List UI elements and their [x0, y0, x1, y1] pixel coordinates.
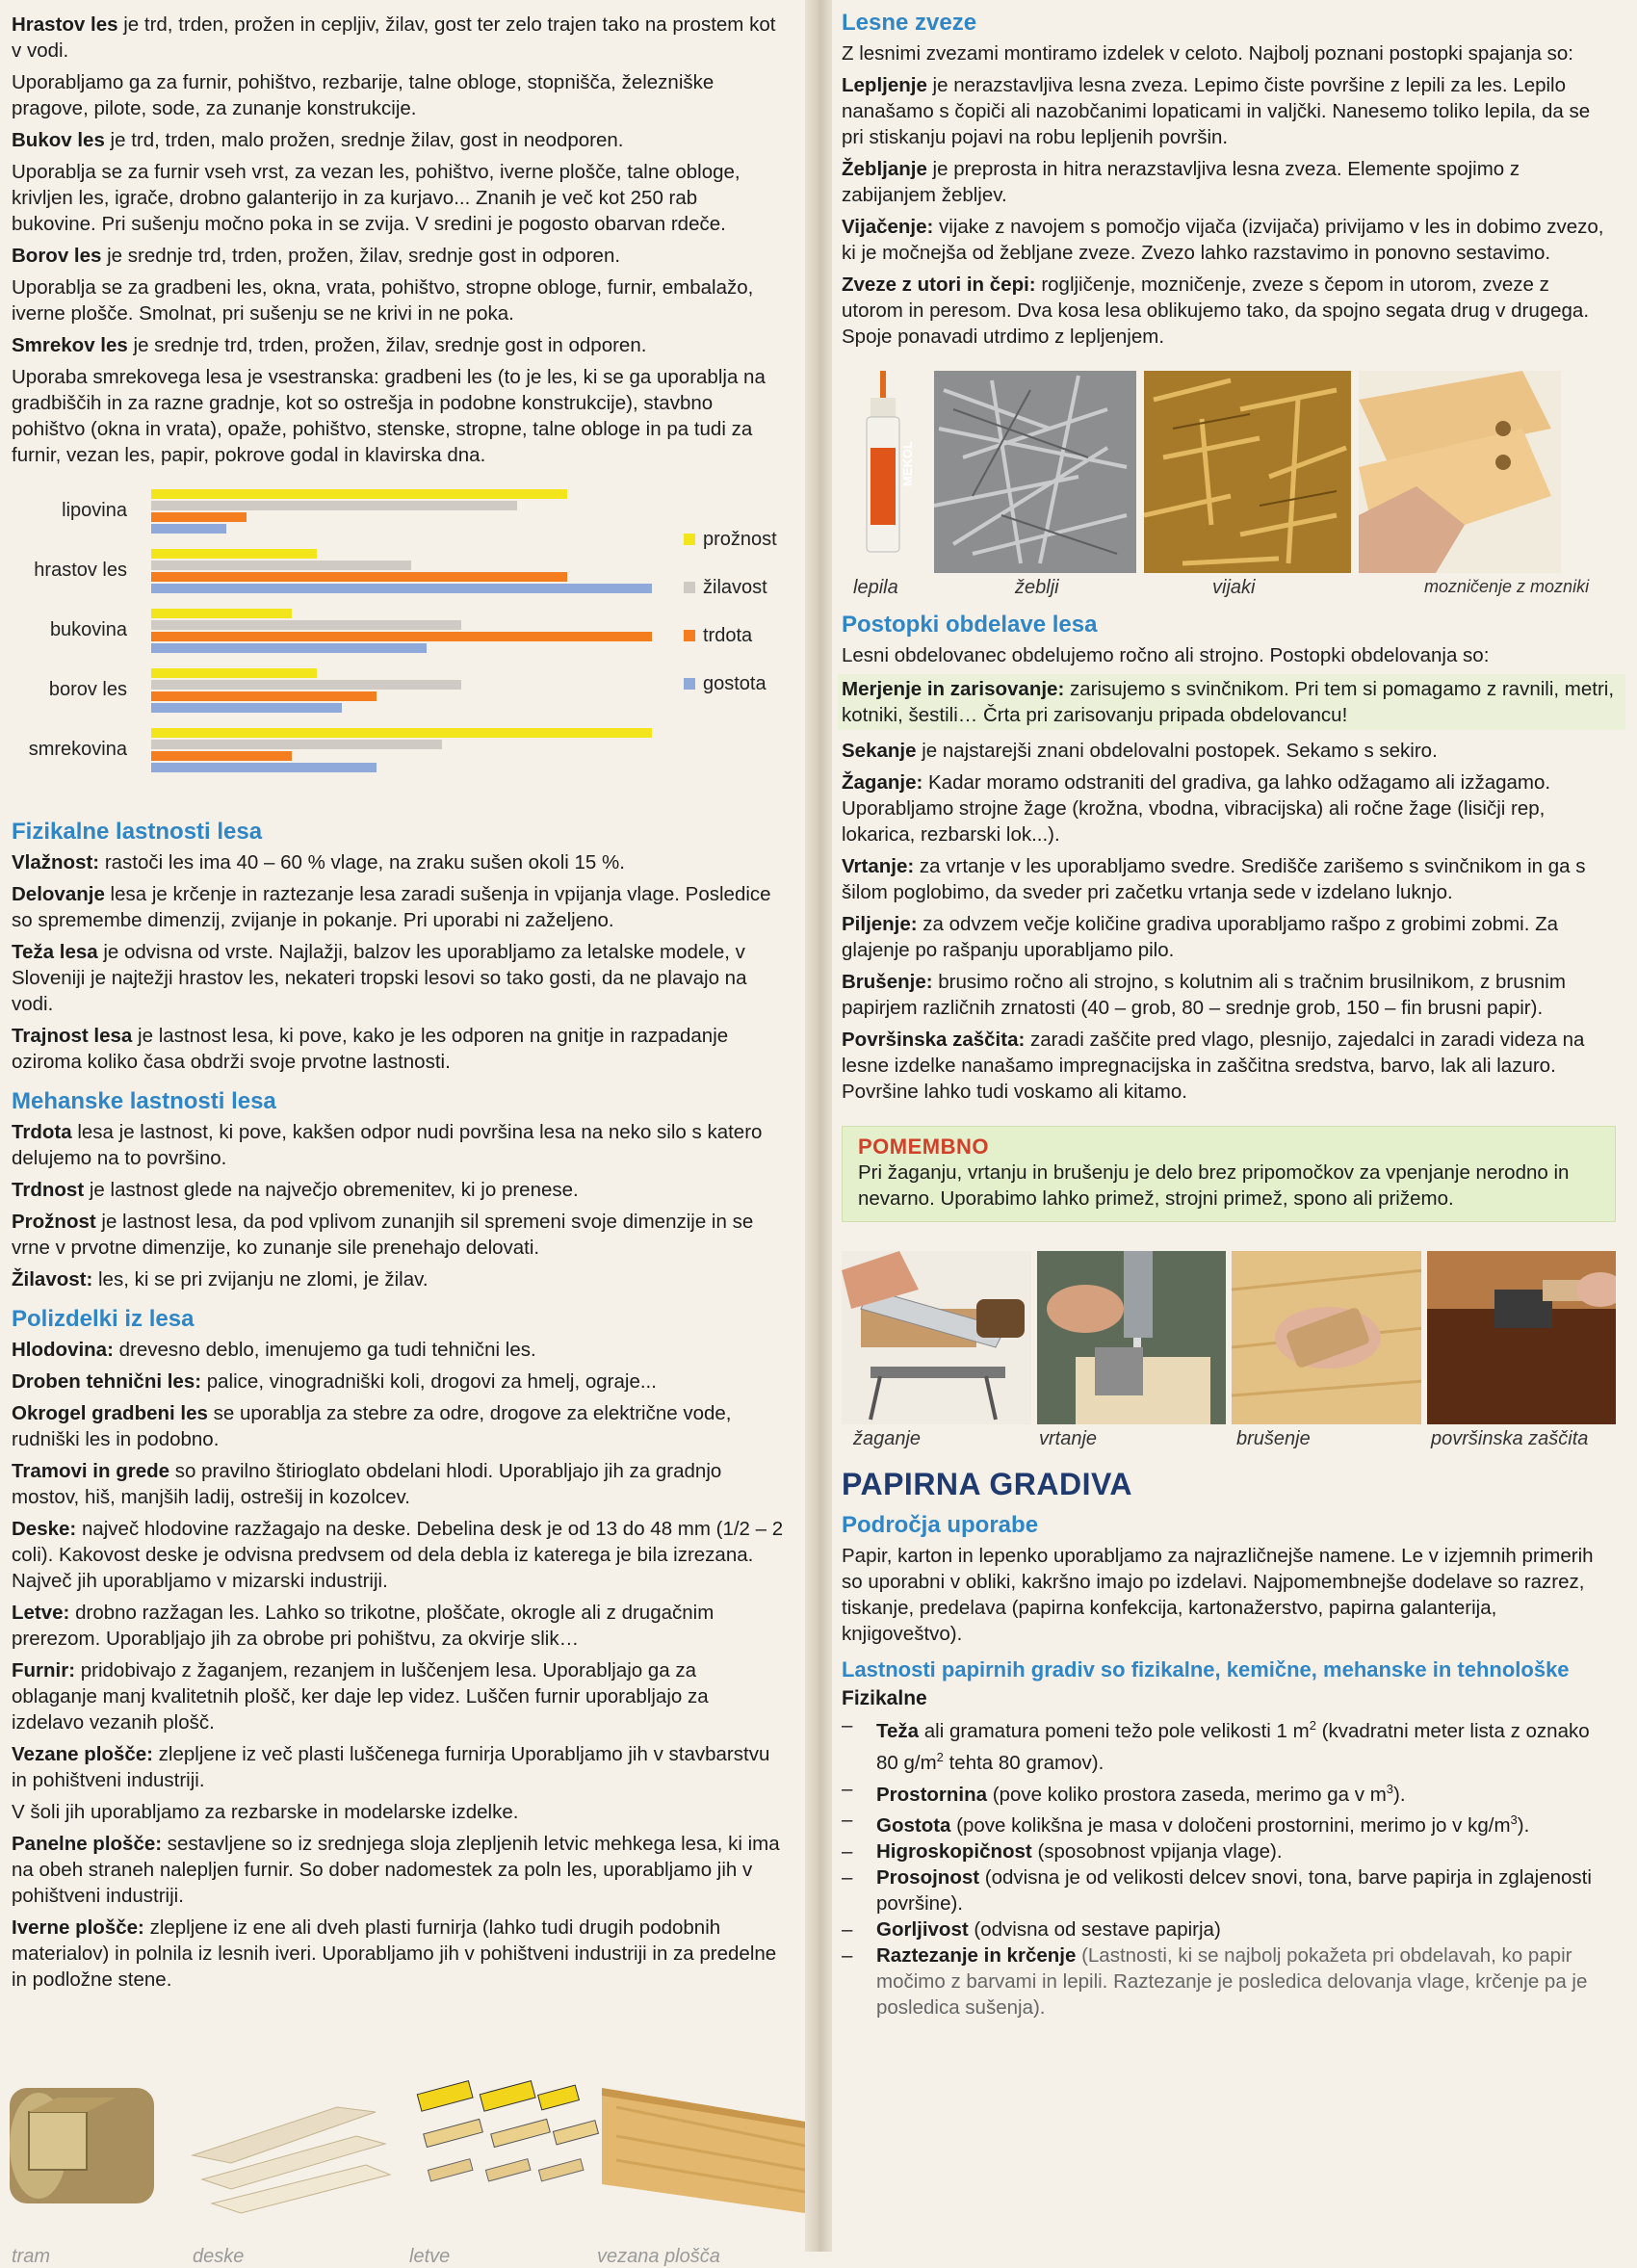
wood-properties-chart: [12, 478, 801, 805]
chart-category-label: hrastov les: [34, 560, 127, 581]
paragraph-furnir: Furnir: pridobivajo z žaganjem, rezanjem in luščenjem lesa. Uporabljajo ga za oblaganje manj kvalitetnih plošč, ker daje lep videz. Luščen furnir uporabljajo za izdelavo vezanih plošč.: [12, 1659, 709, 1734]
caption-letve: letve: [409, 2246, 451, 2267]
paragraph-vrtanje: Vrtanje: za vrtanje v les uporabljamo svedre. Središče zarišemo s svinčnikom in ga s šilom poglobimo, da sveder pri začetku vrtanja sede v izdelano luknjo.: [842, 855, 1586, 903]
heading-podrocja-uporabe: Področja uporabe: [842, 1512, 1039, 1538]
heading-lastnosti-papirnih: Lastnosti papirnih gradiv so fizikalne, kemične, mehanske in tehnološke: [842, 1657, 1570, 1681]
photo-zeblji: [934, 371, 1136, 573]
paragraph-lepljenje: Lepljenje je nerazstavljiva lesna zveza. Lepimo čiste površine z lepili za les. Lepilo nanašamo s čopiči ali nazobčanimi lopaticami in valjčki. Nanesemo toliko lepila, da se pri stiskanju pojavi na robu lepljenih površin.: [842, 74, 1591, 148]
legend-swatch: [684, 582, 695, 593]
process-captions: [842, 1428, 1616, 1457]
chart-bar: [151, 501, 517, 510]
photo-zaganje: [842, 1251, 1031, 1424]
paragraph-piljenje: Piljenje: za odvzem večje količine gradiva uporabljamo rašpo z grobimi zobmi. Za glajenje po rašpanju uporabljamo pilo.: [842, 913, 1559, 961]
paragraph-trajnost: Trajnost lesa je lastnost lesa, ki pove, kako je les odporen na gnitje in razpadanje oziroma koliko časa obdrži svoje prvotne lastnosti.: [12, 1025, 729, 1073]
page-gutter: [805, 0, 832, 2252]
paragraph-hrastov-les: Hrastov les je trd, trden, prožen in cepljiv, žilav, gost ter zelo trajen tako na prostem kot v vodi.: [12, 13, 776, 62]
chart-bar: [151, 740, 442, 749]
drill-icon: [1037, 1251, 1227, 1424]
caption-tram: tram: [12, 2246, 50, 2267]
chart-bar: [151, 643, 427, 653]
paragraph-bukov-use: Uporablja se za furnir vseh vrst, za vezan les, pohištvo, iverne plošče, talne obloge, krivljen les, igrače, drobno galanterijo in za kurjavo... Znanih je več kot 250 rab bukovine. Pri sušenju močno poka in se zvija. V sredini je pogosto obarvan rdeče.: [12, 161, 741, 235]
heading-mehanske-lastnosti: Mehanske lastnosti lesa: [12, 1088, 276, 1114]
saw-icon: [842, 1251, 1031, 1424]
dowel-joint-icon: [1359, 371, 1561, 573]
list-item-raztezanje: – Raztezanje in krčenje (Lastnosti, ki se najbolj pokažeta pri obdelavah, ko papir močimo z barvami in lepili. Raztezanje je posledica delovanja vlage, krčenje pa je posledica sušenja).: [842, 1944, 1588, 2020]
legend-swatch: [684, 678, 695, 690]
important-box: [842, 1126, 1616, 1222]
chart-bar: [151, 489, 567, 499]
paragraph-merjenje: Merjenje in zarisovanje: zarisujemo s svinčnikom. Pri tem si pomagamo z ravnili, metri, kotniki, šestili… Črta pri zarisovanju pripada obdelovancu!: [838, 674, 1625, 730]
wood-products-illustration: [0, 2069, 805, 2252]
photo-povrsinska-zascita: [1427, 1251, 1617, 1424]
legend-label: žilavost: [703, 577, 767, 598]
photo-vrtanje: [1037, 1251, 1227, 1424]
chart-bar: [151, 763, 377, 772]
chart-canvas: [12, 478, 801, 805]
process-photo-strip: [842, 1251, 1616, 1424]
caption-povrsinska-zascita: površinska zaščita: [1431, 1428, 1589, 1449]
legend-swatch: [684, 534, 695, 545]
joints-photo-strip: [842, 371, 1616, 573]
important-text: Pri žaganju, vrtanju in brušenju je delo brez pripomočkov za vpenjanje nerodno in nevarno. Uporabimo lahko primež, strojni primež, spono ali prižemo.: [858, 1161, 1570, 1210]
caption-zeblji: žeblji: [1015, 577, 1059, 598]
nails-icon: [934, 371, 1136, 573]
paragraph-iverne: Iverne plošče: zlepljene iz ene ali dveh plasti furnirja (lahko tudi drugih podobnih materialov) in polnila iz lesnih iveri. Uporabljamo jih v pohištveni industriji in za predelne in podložne stene.: [12, 1916, 777, 1991]
chart-category-label: smrekovina: [28, 739, 127, 760]
caption-vrtanje: vrtanje: [1039, 1428, 1098, 1449]
paragraph-smrekov-use: Uporaba smrekovega lesa je vsestranska: gradbeni les (to je les, ki se ga uporablja na gradbiščih in za razne gradnje, kot so ostrešja in podobne konstrukcije), stavbno pohištvo (okna in vrata), opaže, pohištvo, stenske, stropne, talne obloge in pa tudi za furnir, vezan les, papir, pokrove godal in klavirska dna.: [12, 366, 766, 466]
chart-bar: [151, 703, 342, 713]
paragraph-letve: Letve: drobno razžagan les. Lahko so trikotne, ploščate, okrogle ali z drugačnim prerezom. Uporabljajo jih za obrobe pri pohištvu, za okvirje slik…: [12, 1602, 715, 1650]
caption-zaganje: žaganje: [853, 1428, 922, 1449]
chart-bar: [151, 572, 567, 582]
brush-painting-icon: [1427, 1251, 1617, 1424]
paragraph-vlaznost: Vlažnost: rastoči les ima 40 – 60 % vlage, na zraku sušen okoli 15 %.: [12, 851, 625, 873]
heading-polizdelki: Polizdelki iz lesa: [12, 1306, 195, 1332]
caption-vezana-plosca: vezana plošča: [597, 2246, 720, 2267]
paragraph-smrekov-les: Smrekov les je srednje trd, trden, prožen, žilav, srednje gost in odporen.: [12, 334, 647, 356]
paragraph-zilavost: Žilavost: les, ki se pri zvijanju ne zlomi, je žilav.: [12, 1268, 429, 1290]
heading-papirna-gradiva: PAPIRNA GRADIVA: [842, 1467, 1133, 1501]
paragraph-okrogel-les: Okrogel gradbeni les se uporablja za stebre za odre, drogove za električne vode, rudniški les in podobno.: [12, 1402, 732, 1450]
legend-label: prožnost: [703, 529, 777, 550]
photo-lepila: [859, 371, 926, 573]
caption-moznicenje: mozničenje z mozniki: [1424, 577, 1590, 596]
subheading-fizikalne: Fizikalne: [842, 1687, 927, 1709]
paragraph-trdnost: Trdnost je lastnost glede na največjo obremenitev, ki jo prenese.: [12, 1179, 579, 1201]
chart-bar: [151, 680, 461, 690]
paragraph-tramovi: Tramovi in grede so pravilno štirioglato obdelani hlodi. Uporabljajo jih za gradnjo mostov, hiš, manjših ladij, ostrešij in kozolcev.: [12, 1460, 722, 1508]
legend-label: trdota: [703, 625, 753, 646]
paragraph-papir-uporaba: Papir, karton in lepenko uporabljamo za najrazličnejše namene. Le v izjemnih primerih so uporabni v obliki, kakršno imajo po izdelavi. Najpomembnejše dodelave so razrez, tiskanje, predelava (papirna konfekcija, kartonažerstvo, papirna galanterija, knjigoveštvo).: [842, 1545, 1594, 1645]
chart-bar: [151, 549, 317, 559]
letve-illustration: [417, 2081, 598, 2181]
tram-illustration: [10, 2088, 154, 2203]
paragraph-vezane-plosce: Vezane plošče: zlepljene iz več plasti luščenega furnirja Uporabljamo jih v stavbarstvu in pohištveni industriji.: [12, 1743, 770, 1791]
paragraph-delovanje: Delovanje lesa je krčenje in raztezanje lesa zaradi sušenja in vpijanja vlage. Posledice so spremembe dimenzij, zvijanje in pokanje. Pri uporabi ni zaželjeno.: [12, 883, 771, 931]
photo-moznicenje: [1359, 371, 1561, 573]
left-column: [0, 0, 805, 1998]
list-item-prostornina: – Prostornina (pove koliko prostora zaseda, merimo ga v $m^3$).: [842, 1777, 1406, 1806]
sanding-icon: [1232, 1251, 1421, 1424]
heading-lesne-zveze: Lesne zveze: [842, 10, 977, 36]
chart-bar: [151, 512, 247, 522]
chart-bar: [151, 691, 377, 701]
caption-brusenje: brušenje: [1236, 1428, 1311, 1449]
chart-bar: [151, 584, 652, 593]
paragraph-zaganje: Žaganje: Kadar moramo odstraniti del gradiva, ga lahko odžagamo ali izžagamo. Uporabljamo strojne žage (krožna, vbodna, vibracijska) ali ročne žage (lisičji rep, lokarica, rezbarski lok...).: [842, 771, 1551, 846]
paragraph-utori-cepi: Zveze z utori in čepi: rogljičenje, mozničenje, zveze s čepom in utorom, zveze z utorom in peresom. Dva kosa lesa oblikujemo tako, da spojno segata drug v drugega. Spoje ponavadi utrdimo z lepljenjem.: [842, 274, 1590, 348]
deske-illustration: [193, 2107, 390, 2213]
chart-bar: [151, 728, 652, 738]
list-item-prosojnost: – Prosojnost (odvisna je od velikosti delcev snovi, tona, barve papirja in zglajenosti površine).: [842, 1866, 1592, 1916]
legend-label: gostota: [703, 673, 767, 694]
important-title: POMEMBNO: [858, 1134, 989, 1159]
chart-bar: [151, 560, 411, 570]
right-column: [832, 0, 1637, 2020]
chart-category-label: lipovina: [62, 500, 127, 521]
chart-bar: [151, 620, 461, 630]
photo-brusenje: [1232, 1251, 1421, 1424]
list-item-gorljivost: – Gorljivost (odvisna od sestave papirja): [842, 1918, 1221, 1942]
list-item-gostota: – Gostota (pove kolikšna je masa v določeni prostornini, merimo jo v $kg/m^3$).: [842, 1809, 1530, 1838]
caption-deske: deske: [193, 2246, 245, 2267]
caption-lepila: lepila: [853, 577, 898, 598]
paragraph-borov-use: Uporablja se za gradbeni les, okna, vrata, pohištvo, stropne obloge, furnir, embalažo, iverne plošče. Smolnat, pri sušenju se ne krivi in ne poka.: [12, 276, 754, 325]
legend-swatch: [684, 630, 695, 641]
paragraph-borov-les: Borov les je srednje trd, trden, prožen, žilav, srednje gost in odporen.: [12, 245, 621, 267]
vezana-plosca-illustration: [602, 2088, 805, 2213]
paragraph-proznost: Prožnost je lastnost lesa, da pod vplivom zunanjih sil spremeni svoje dimenzije in se vrne v prvotne dimenzije, ko zunanje sile prenehajo delovati.: [12, 1211, 754, 1259]
paragraph-zebljanje: Žebljanje je preprosta in hitra nerazstavljiva lesna zveza. Elemente spojimo z zabijanjem žebljev.: [842, 158, 1520, 206]
paragraph-deske: Deske: največ hlodovine razžagajo na deske. Debelina desk je od 13 do 48 mm (1/2 – 2 coli). Kakovost deske je odvisna predvsem od dela debla iz katerega je bila izrezana. Največ jih uporabljamo v mizarski industriji.: [12, 1518, 784, 1592]
paragraph-povrsinska-zascita: Površinska zaščita: zaradi zaščite pred vlago, plesnijo, zajedalci in zaradi videza na lesne izdelke nanašamo impregnacijska in zaščitna sredstva, barvo, lak ali lazuro. Površine lahko tudi voskamo ali kitamo.: [842, 1029, 1585, 1103]
glue-bottle-icon: [859, 371, 926, 573]
list-item-higroskopicnost: – Higroskopičnost (sposobnost vpijanja vlage).: [842, 1840, 1283, 1864]
paragraph-hrastov-use: Uporabljamo ga za furnir, pohištvo, rezbarije, talne obloge, stopnišča, železniške pragove, pilote, sode, za zunanje konstrukcije.: [12, 71, 715, 119]
screws-icon: [1144, 371, 1351, 573]
paragraph-brusenje: Brušenje: brusimo ročno ali strojno, s kolutnim ali s tračnim brusilnikom, z brusnim papirjem različnih zrnatosti (40 – grob, 80 – srednje grob, 150 – fin brusni papir).: [842, 971, 1566, 1019]
photo-vijaki: [1144, 371, 1351, 573]
chart-category-label: borov les: [48, 679, 127, 700]
wood-products-strip: [0, 2069, 805, 2267]
chart-bar: [151, 524, 226, 534]
paragraph-zveze-intro: Z lesnimi zvezami montiramo izdelek v celoto. Najbolj poznani postopki spajanja so:: [842, 42, 1573, 65]
paper-properties-list: [842, 1712, 1616, 2020]
paragraph-droben-les: Droben tehnični les: palice, vinogradniški koli, drogovi za hmelj, ograje...: [12, 1370, 657, 1393]
paragraph-teza-lesa: Teža lesa je odvisna od vrste. Najlažji, balzov les uporabljamo za letalske modele, v Sloveniji je najtežji hrastov les, nekateri tropski lesovi so tako gosti, da ne plavajo na vodi.: [12, 941, 747, 1015]
heading-postopki-obdelave: Postopki obdelave lesa: [842, 612, 1098, 638]
paragraph-v-soli: V šoli jih uporabljamo za rezbarske in modelarske izdelke.: [12, 1801, 519, 1823]
caption-vijaki: vijaki: [1212, 577, 1256, 598]
paragraph-trdota: Trdota lesa je lastnost, ki pove, kakšen odpor nudi površina lesa na neko silo s katero delujemo na to površino.: [12, 1121, 763, 1169]
chart-bar: [151, 751, 292, 761]
chart-bar: [151, 632, 652, 641]
chart-bar: [151, 668, 317, 678]
paragraph-vijacenje: Vijačenje: vijake z navojem s pomočjo vijača (izvijača) privijamo v les in dobimo zvezo, ki je močnejša od žebljane zveze. Zvezo lahko razstavimo in ponovno sestavimo.: [842, 216, 1604, 264]
heading-fizikalne-lastnosti: Fizikalne lastnosti lesa: [12, 819, 263, 845]
joints-captions: [842, 577, 1616, 606]
paragraph-postopki-intro: Lesni obdelovanec obdelujemo ročno ali strojno. Postopki obdelovanja so:: [842, 644, 1490, 666]
paragraph-sekanje: Sekanje je najstarejši znani obdelovalni postopek. Sekamo s sekiro.: [842, 740, 1438, 762]
paragraph-panelne: Panelne plošče: sestavljene so iz srednjega sloja zlepljenih letvic mehkega lesa, ki ima na obeh straneh nalepljen furnir. So dober nadomestek za poln les, uporabljamo jih v pohištveni industriji.: [12, 1833, 780, 1907]
paragraph-hlodovina: Hlodovina: drevesno deblo, imenujemo ga tudi tehnični les.: [12, 1339, 536, 1361]
paragraph-bukov-les: Bukov les je trd, trden, malo prožen, srednje žilav, gost in neodporen.: [12, 129, 624, 151]
svg-text:MEKOL: MEKOL: [900, 441, 915, 486]
list-item-teza: – Teža ali gramatura pomeni težo pole velikosti 1 $m^2$ (kvadratni meter lista z oznako 80 $g/m^2$ tehta 80 gramov).: [842, 1714, 1590, 1774]
chart-category-label: bukovina: [49, 619, 127, 640]
chart-bar: [151, 609, 292, 618]
